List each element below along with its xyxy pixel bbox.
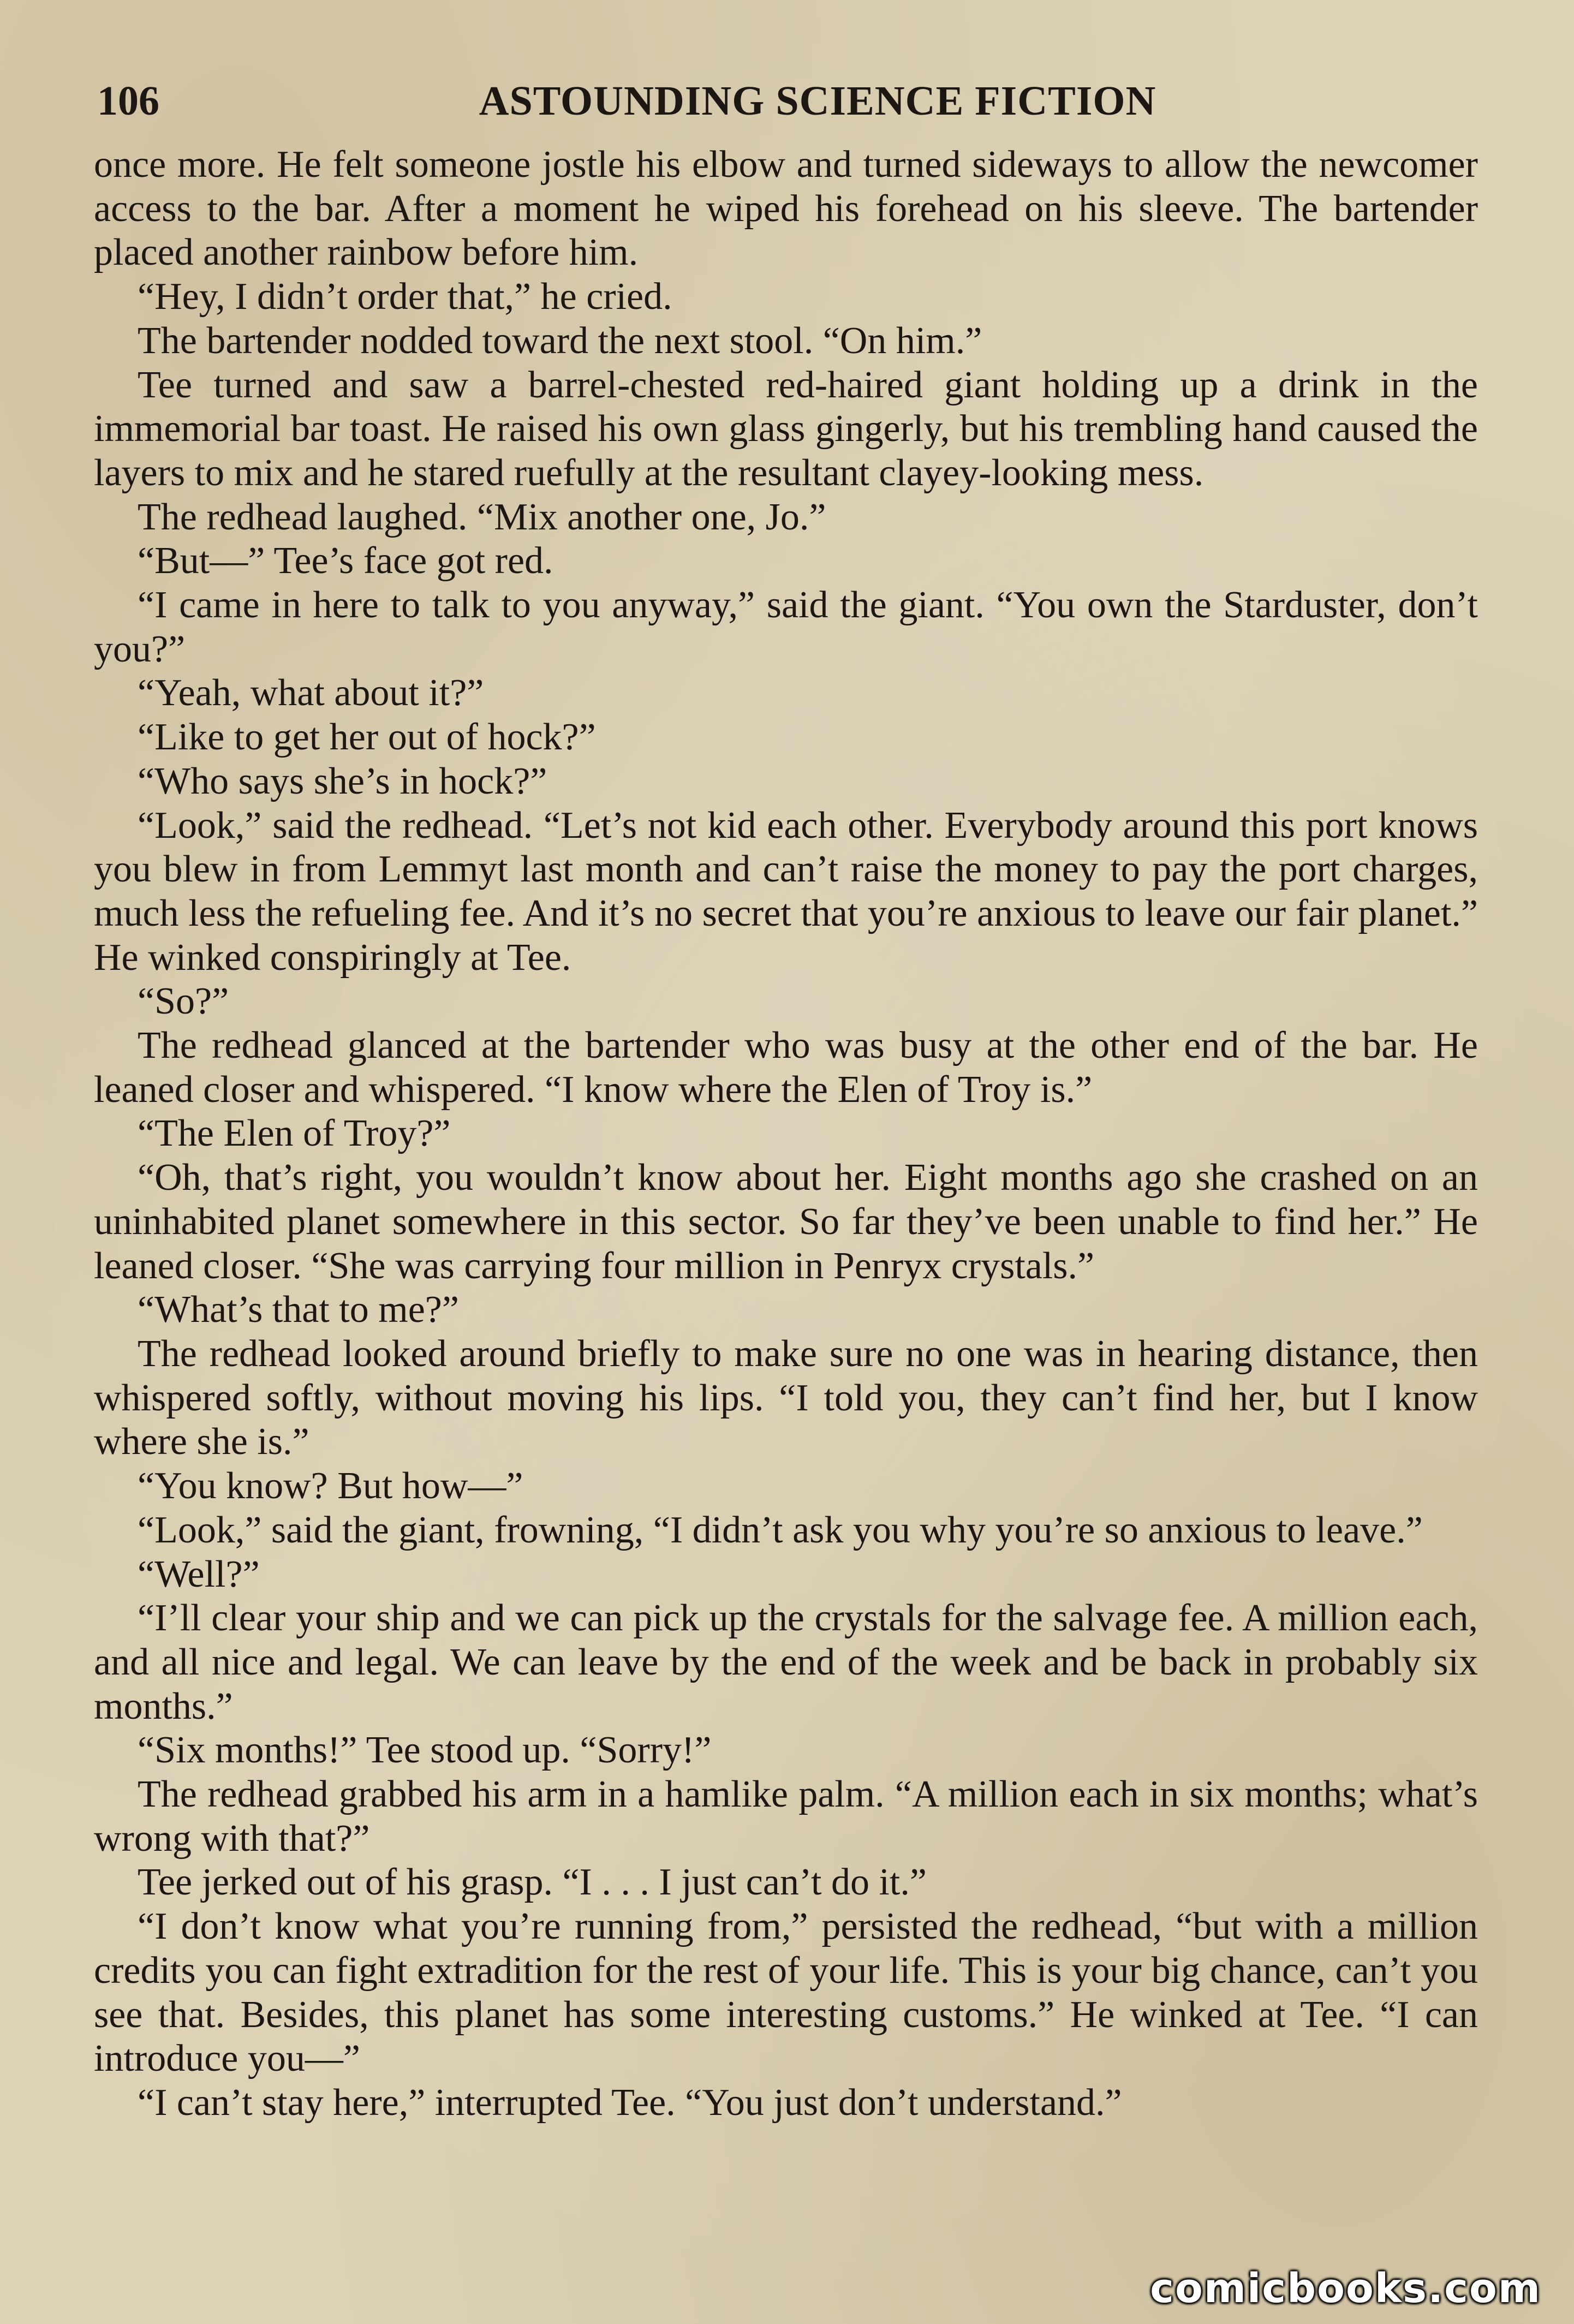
paragraph: “The Elen of Troy?” — [138, 1112, 451, 1155]
paragraph: “Look,” said the giant, frowning, “I didn’t ask you why you’re so anxious to leave.” — [138, 1509, 1423, 1551]
paragraph: The redhead glanced at the bartender who was busy at the other end of the bar. He leaned closer and whispered. “I know where the Elen of Troy is.” — [94, 1024, 1478, 1111]
paragraph: “Oh, that’s right, you wouldn’t know about her. Eight months ago she crashed on an uninhabited planet somewhere in this sector. So far they’ve been unable to find her.” He leaned closer. “She was carrying four million in Penryx crystals.” — [94, 1157, 1478, 1287]
paragraph: The redhead looked around briefly to make sure no one was in hearing distance, then whispered softly, without moving his lips. “I told you, they can’t find her, but I know where she is.” — [94, 1332, 1478, 1463]
paragraph: “What’s that to me?” — [138, 1289, 459, 1331]
paragraph: “Six months!” Tee stood up. “Sorry!” — [138, 1729, 712, 1772]
paragraph: The redhead laughed. “Mix another one, Jo.” — [138, 496, 826, 538]
paragraph: “Like to get her out of hock?” — [138, 716, 596, 759]
paragraph: “I don’t know what you’re running from,” persisted the redhead, “but with a million credits you can fight extradition for the rest of your life. This is your big chance, can’t you see that. Besides, this planet has some interesting customs.” He winked at Tee. “I can introduce you—” — [94, 1905, 1478, 2080]
paragraph: “You know? But how—” — [138, 1465, 523, 1507]
paragraph: “Who says she’s in hock?” — [138, 760, 547, 802]
paragraph: “I came in here to talk to you anyway,” said the giant. “You own the Starduster, don’t you?” — [94, 584, 1478, 670]
paragraph: Tee turned and saw a barrel-chested red-haired giant holding up a drink in the immemorial bar toast. He raised his own glass gingerly, but his trembling hand caused the layers to mix and he stared ruefully at the resultant clayey-looking mess. — [94, 364, 1478, 494]
body-text — [94, 143, 1478, 2125]
paragraph: “So?” — [138, 980, 229, 1023]
page-number: 106 — [97, 78, 159, 124]
paragraph: The redhead grabbed his arm in a hamlike palm. “A million each in six months; what’s wrong with that?” — [94, 1773, 1478, 1860]
paragraph: “I can’t stay here,” interrupted Tee. “You just don’t understand.” — [138, 2081, 1122, 2124]
paragraph: “But—” Tee’s face got red. — [138, 540, 553, 582]
paragraph: “Well?” — [138, 1553, 260, 1595]
watermark: comicbooks.com — [1150, 2265, 1541, 2312]
paragraph: Tee jerked out of his grasp. “I . . . I just can’t do it.” — [138, 1861, 927, 1904]
paragraph: “Hey, I didn’t order that,” he cried. — [138, 276, 672, 318]
paragraph: The bartender nodded toward the next stool. “On him.” — [138, 319, 982, 362]
paragraph: “I’ll clear your ship and we can pick up the crystals for the salvage fee. A million each, and all nice and legal. We can leave by the end of the week and be back in probably six months.” — [94, 1597, 1478, 1727]
paragraph: “Look,” said the redhead. “Let’s not kid each other. Everybody around this port knows you blew in from Lemmyt last month and can’t raise the money to pay the port charges, much less the refueling fee. And it’s no secret that you’re anxious to leave our fair planet.” He winked conspiringly at Tee. — [94, 804, 1478, 979]
running-title: ASTOUNDING SCIENCE FICTION — [479, 78, 1156, 124]
paragraph: “Yeah, what about it?” — [138, 672, 484, 714]
paragraph: once more. He felt someone jostle his elbow and turned sideways to allow the newcomer access to the bar. After a moment he wiped his forehead on his sleeve. The bartender placed another rainbow before him. — [94, 144, 1478, 274]
page-header — [97, 71, 1478, 131]
